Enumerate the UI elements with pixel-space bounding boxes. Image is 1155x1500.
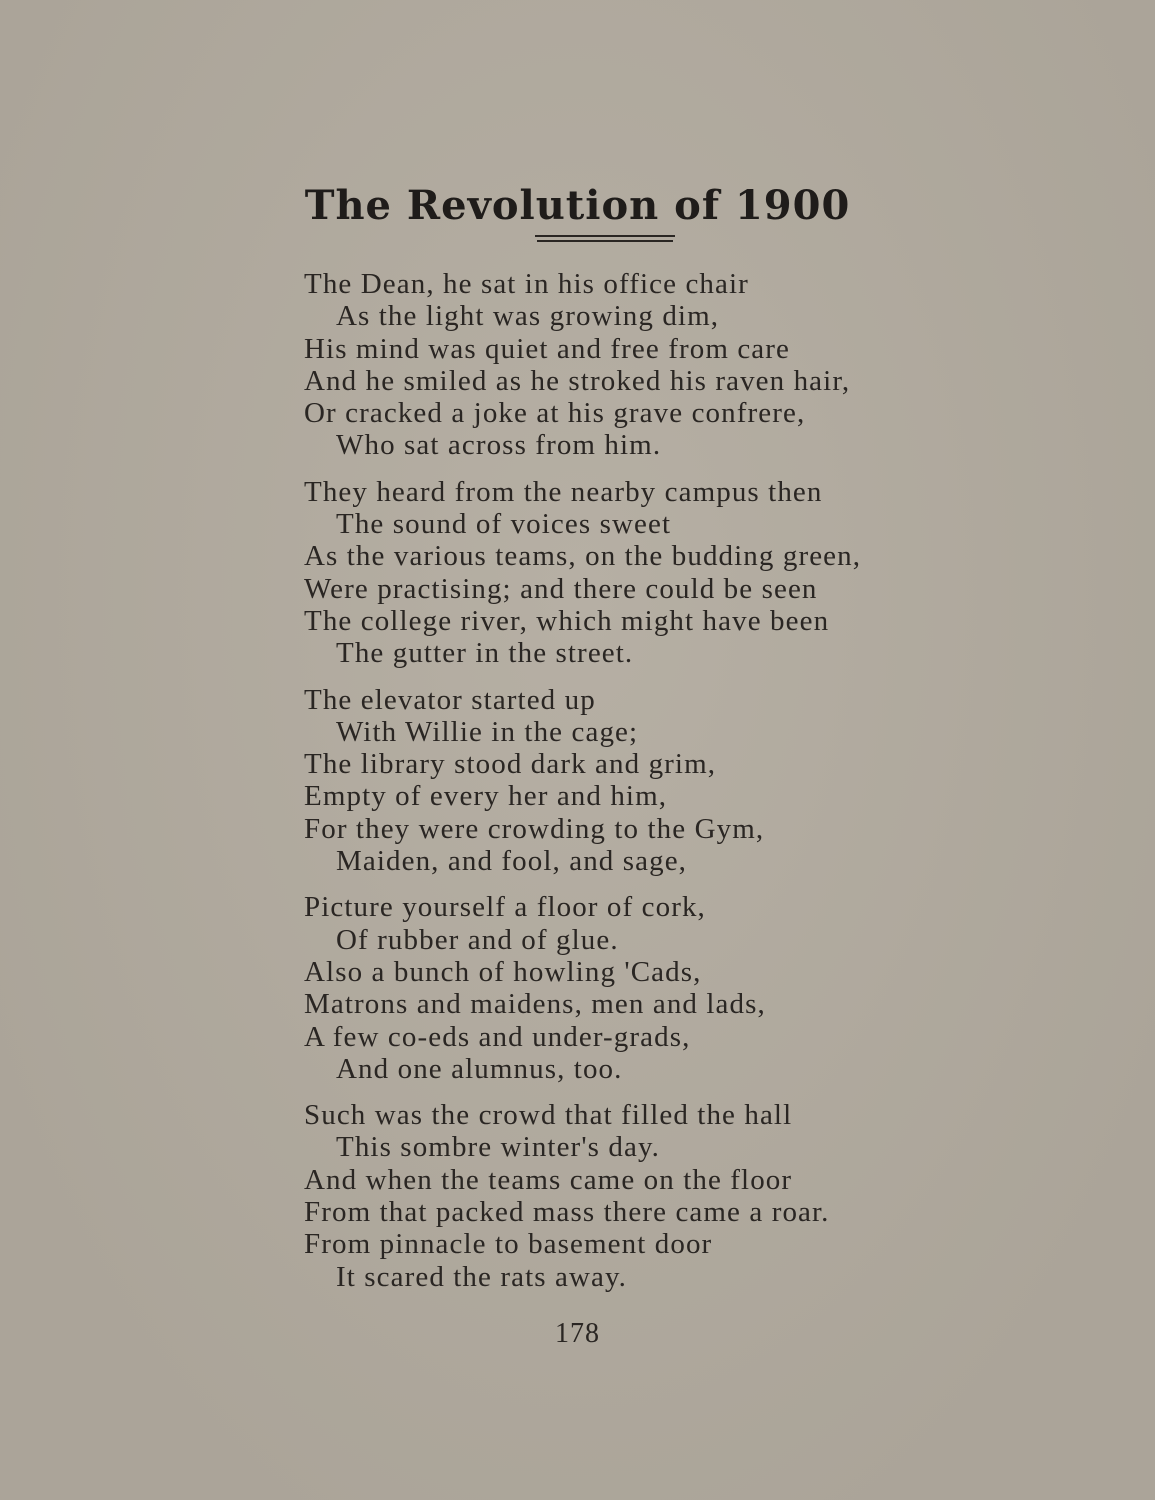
- poem-line: They heard from the nearby campus then: [304, 475, 823, 508]
- poem-line: With Willie in the cage;: [336, 715, 639, 748]
- poem-line: A few co-eds and under-grads,: [304, 1020, 691, 1053]
- poem-line: It scared the rats away.: [336, 1260, 628, 1293]
- title-underline: [535, 235, 675, 237]
- stanza-5: [304, 1099, 944, 1293]
- poem-line: And he smiled as he stroked his raven hair,: [304, 364, 851, 397]
- poem-line: Also a bunch of howling 'Cads,: [304, 955, 702, 988]
- stanza-2: [304, 476, 944, 670]
- poem-line: Maiden, and fool, and sage,: [336, 845, 688, 878]
- poem-line: From pinnacle to basement door: [304, 1228, 713, 1261]
- poem-line: The library stood dark and grim,: [304, 748, 717, 781]
- poem-line: Were practising; and there could be seen: [304, 572, 818, 605]
- poem-title: The Revolution of 1900: [304, 182, 851, 229]
- poem-line: As the various teams, on the budding green,: [304, 540, 862, 573]
- poem-line: The sound of voices sweet: [336, 508, 672, 541]
- title-underline-second: [537, 240, 673, 242]
- poem-line: The elevator started up: [304, 683, 596, 716]
- poem-line: The college river, which might have been: [304, 604, 830, 637]
- poem-line: For they were crowding to the Gym,: [304, 812, 765, 845]
- poem-line: Empty of every her and him,: [304, 780, 668, 813]
- poem-body: [304, 268, 944, 1307]
- poem-line: Who sat across from him.: [336, 429, 662, 462]
- poem-line: Such was the crowd that filled the hall: [304, 1099, 793, 1132]
- stanza-3: [304, 684, 944, 878]
- poem-line: And one alumnus, too.: [336, 1052, 623, 1085]
- poem-line: Of rubber and of glue.: [336, 923, 619, 956]
- page-number: 178: [555, 1318, 600, 1349]
- poem-line: From that packed mass there came a roar.: [304, 1196, 830, 1229]
- poem-line: His mind was quiet and free from care: [304, 332, 791, 365]
- stanza-1: [304, 268, 944, 462]
- poem-line: Matrons and maidens, men and lads,: [304, 988, 766, 1021]
- poem-line: The gutter in the street.: [336, 637, 634, 670]
- poem-line: Or cracked a joke at his grave confrere,: [304, 397, 806, 430]
- stanza-4: [304, 891, 944, 1085]
- poem-line: As the light was growing dim,: [336, 300, 720, 333]
- poem-line: This sombre winter's day.: [336, 1131, 661, 1164]
- poem-line: Picture yourself a floor of cork,: [304, 891, 706, 924]
- poem-line: The Dean, he sat in his office chair: [304, 268, 749, 300]
- poem-line: And when the teams came on the floor: [304, 1163, 793, 1196]
